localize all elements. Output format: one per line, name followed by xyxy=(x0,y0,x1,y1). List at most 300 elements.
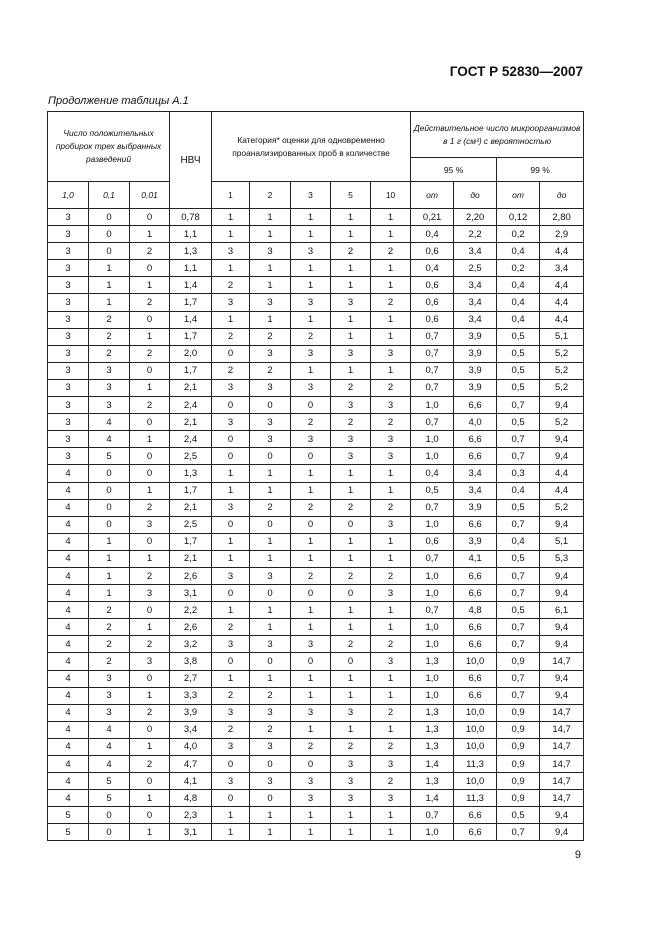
table-cell: 1,3 xyxy=(411,704,454,721)
table-cell: 5,1 xyxy=(540,533,584,550)
table-cell: 4 xyxy=(48,602,89,619)
table-cell: 1 xyxy=(371,807,411,824)
table-cell: 1 xyxy=(212,209,250,226)
table-cell: 3,9 xyxy=(454,533,497,550)
table-cell: 5,2 xyxy=(540,414,584,431)
table-cell: 1,7 xyxy=(170,328,212,345)
table-row xyxy=(48,379,584,396)
table-cell: 0,5 xyxy=(497,414,540,431)
table-cell: 0 xyxy=(212,516,250,533)
table-cell: 3 xyxy=(48,397,89,414)
table-cell: 5,2 xyxy=(540,362,584,379)
table-cell: 1 xyxy=(371,687,411,704)
table-cell: 1 xyxy=(212,807,250,824)
table-cell: 3 xyxy=(250,294,291,311)
table-cell: 6,6 xyxy=(454,824,497,841)
table-cell: 3 xyxy=(291,345,331,362)
header-positive-tubes: Число положительных пробирок трех выбранных разведений xyxy=(48,112,170,182)
table-cell: 2 xyxy=(130,704,170,721)
table-cell: 3 xyxy=(48,209,89,226)
table-cell: 2,5 xyxy=(170,448,212,465)
table-cell: 0,7 xyxy=(497,431,540,448)
table-cell: 1 xyxy=(89,585,130,602)
table-cell: 1 xyxy=(250,550,291,567)
table-cell: 3 xyxy=(250,636,291,653)
table-cell: 3 xyxy=(130,653,170,670)
table-row xyxy=(48,328,584,345)
table-cell: 2,4 xyxy=(170,397,212,414)
table-row xyxy=(48,533,584,550)
table-cell: 2 xyxy=(130,243,170,260)
header-category-1: 1 xyxy=(212,182,250,209)
table-cell: 1 xyxy=(331,602,371,619)
table-cell: 9,4 xyxy=(540,670,584,687)
table-cell: 2 xyxy=(371,704,411,721)
table-cell: 0 xyxy=(250,448,291,465)
table-cell: 1 xyxy=(250,260,291,277)
table-cell: 0,9 xyxy=(497,721,540,738)
table-cell: 2,6 xyxy=(170,567,212,584)
table-row xyxy=(48,362,584,379)
table-cell: 3 xyxy=(48,260,89,277)
table-cell: 2 xyxy=(250,687,291,704)
table-cell: 2,2 xyxy=(170,602,212,619)
table-cell: 2 xyxy=(371,499,411,516)
table-cell: 3 xyxy=(371,790,411,807)
table-cell: 2 xyxy=(130,294,170,311)
table-cell: 2 xyxy=(212,277,250,294)
table-cell: 3 xyxy=(89,670,130,687)
table-cell: 3 xyxy=(212,294,250,311)
table-cell: 1 xyxy=(291,482,331,499)
table-caption: Продолжение таблицы А.1 xyxy=(48,95,189,107)
table-cell: 1,0 xyxy=(411,516,454,533)
table-cell: 1,3 xyxy=(411,738,454,755)
table-cell: 6,6 xyxy=(454,619,497,636)
table-cell: 0,7 xyxy=(497,619,540,636)
table-cell: 3 xyxy=(331,704,371,721)
table-cell: 1 xyxy=(89,533,130,550)
table-cell: 4 xyxy=(89,738,130,755)
header-category: Категория* оценки для одновременно проанализированных проб в количестве xyxy=(212,112,411,182)
table-cell: 1,3 xyxy=(411,653,454,670)
table-cell: 10,0 xyxy=(454,773,497,790)
table-row xyxy=(48,226,584,243)
table-cell: 1,1 xyxy=(170,226,212,243)
table-cell: 1 xyxy=(250,209,291,226)
table-cell: 3,2 xyxy=(170,636,212,653)
header-dilution-3: 0,01 xyxy=(130,182,170,209)
table-cell: 1 xyxy=(212,226,250,243)
table-cell: 3 xyxy=(212,636,250,653)
table-row xyxy=(48,260,584,277)
header-dilution-2: 0,1 xyxy=(89,182,130,209)
table-cell: 0,6 xyxy=(411,294,454,311)
table-cell: 1 xyxy=(371,550,411,567)
table-cell: 1 xyxy=(89,567,130,584)
table-cell: 2,6 xyxy=(170,619,212,636)
table-cell: 2 xyxy=(130,636,170,653)
table-cell: 1 xyxy=(331,807,371,824)
table-cell: 3,4 xyxy=(454,294,497,311)
table-cell: 0,7 xyxy=(497,687,540,704)
table-cell: 0,5 xyxy=(411,482,454,499)
table-cell: 1 xyxy=(130,824,170,841)
table-cell: 1 xyxy=(291,687,331,704)
table-cell: 1 xyxy=(130,687,170,704)
table-cell: 3 xyxy=(48,362,89,379)
table-cell: 0 xyxy=(89,226,130,243)
table-row xyxy=(48,602,584,619)
table-cell: 1 xyxy=(291,721,331,738)
table-cell: 4,4 xyxy=(540,465,584,482)
table-cell: 2,9 xyxy=(540,226,584,243)
table-cell: 2,3 xyxy=(170,807,212,824)
table-cell: 3 xyxy=(48,431,89,448)
table-cell: 3 xyxy=(250,567,291,584)
header-to-95: до xyxy=(454,182,497,209)
table-cell: 14,7 xyxy=(540,653,584,670)
table-cell: 3 xyxy=(48,328,89,345)
table-cell: 1 xyxy=(130,379,170,396)
table-cell: 0,7 xyxy=(411,345,454,362)
table-cell: 6,1 xyxy=(540,602,584,619)
table-row xyxy=(48,516,584,533)
header-to-99: до xyxy=(540,182,584,209)
table-cell: 0,4 xyxy=(497,277,540,294)
table-cell: 2 xyxy=(89,636,130,653)
table-cell: 6,6 xyxy=(454,807,497,824)
document-code: ГОСТ Р 52830—2007 xyxy=(449,64,583,79)
table-cell: 2 xyxy=(331,499,371,516)
table-cell: 3 xyxy=(89,362,130,379)
table-cell: 0,21 xyxy=(411,209,454,226)
table-cell: 4 xyxy=(48,687,89,704)
table-cell: 0 xyxy=(130,465,170,482)
table-cell: 2 xyxy=(250,499,291,516)
table-cell: 0 xyxy=(130,448,170,465)
table-cell: 3,4 xyxy=(454,243,497,260)
table-cell: 9,4 xyxy=(540,824,584,841)
table-cell: 4,0 xyxy=(170,738,212,755)
table-cell: 2 xyxy=(89,602,130,619)
table-cell: 2 xyxy=(130,499,170,516)
table-cell: 14,7 xyxy=(540,790,584,807)
table-cell: 1 xyxy=(331,311,371,328)
table-cell: 1 xyxy=(212,670,250,687)
table-cell: 5 xyxy=(89,448,130,465)
table-cell: 1 xyxy=(250,465,291,482)
table-cell: 2 xyxy=(331,414,371,431)
table-row xyxy=(48,687,584,704)
table-cell: 2,4 xyxy=(170,431,212,448)
table-cell: 4 xyxy=(48,533,89,550)
table-cell: 0,7 xyxy=(497,397,540,414)
table-row xyxy=(48,585,584,602)
table-cell: 3 xyxy=(212,243,250,260)
table-cell: 10,0 xyxy=(454,721,497,738)
header-category-2: 2 xyxy=(250,182,291,209)
table-cell: 3 xyxy=(130,585,170,602)
table-cell: 3 xyxy=(48,379,89,396)
table-cell: 1 xyxy=(291,226,331,243)
table-cell: 0,6 xyxy=(411,277,454,294)
table-cell: 1 xyxy=(331,824,371,841)
table-cell: 4 xyxy=(48,465,89,482)
table-cell: 2 xyxy=(212,362,250,379)
table-cell: 0,78 xyxy=(170,209,212,226)
table-cell: 0,4 xyxy=(411,465,454,482)
table-cell: 3 xyxy=(89,687,130,704)
table-cell: 3 xyxy=(371,756,411,773)
table-cell: 3,4 xyxy=(170,721,212,738)
table-cell: 4,4 xyxy=(540,277,584,294)
table-cell: 3 xyxy=(250,379,291,396)
table-row xyxy=(48,807,584,824)
table-row xyxy=(48,482,584,499)
table-cell: 1 xyxy=(331,533,371,550)
table-cell: 3 xyxy=(291,379,331,396)
table-row xyxy=(48,448,584,465)
table-cell: 3 xyxy=(250,243,291,260)
page-number: 9 xyxy=(574,849,581,861)
table-cell: 1 xyxy=(212,260,250,277)
table-cell: 0,4 xyxy=(497,294,540,311)
table-cell: 1 xyxy=(371,721,411,738)
table-cell: 0,6 xyxy=(411,533,454,550)
table-cell: 1 xyxy=(291,807,331,824)
table-cell: 1 xyxy=(250,311,291,328)
table-cell: 0 xyxy=(89,807,130,824)
table-cell: 1 xyxy=(331,465,371,482)
table-cell: 0 xyxy=(89,209,130,226)
table-cell: 1 xyxy=(291,602,331,619)
header-nvch: НВЧ xyxy=(170,112,212,209)
table-cell: 2 xyxy=(250,721,291,738)
table-cell: 3 xyxy=(130,516,170,533)
table-cell: 4 xyxy=(48,773,89,790)
table-cell: 1 xyxy=(331,277,371,294)
table-cell: 3 xyxy=(48,448,89,465)
table-cell: 0 xyxy=(130,721,170,738)
table-cell: 2 xyxy=(331,379,371,396)
table-cell: 3 xyxy=(371,516,411,533)
table-cell: 3 xyxy=(331,294,371,311)
table-cell: 1 xyxy=(89,294,130,311)
table-row xyxy=(48,773,584,790)
table-cell: 10,0 xyxy=(454,653,497,670)
table-cell: 2 xyxy=(371,379,411,396)
table-cell: 1 xyxy=(331,260,371,277)
table-cell: 1 xyxy=(212,602,250,619)
table-cell: 3,4 xyxy=(454,311,497,328)
header-actual-count: Действительное число микроорганизмов в 1 г (см³) с вероятностью xyxy=(411,112,584,158)
table-cell: 3,3 xyxy=(170,687,212,704)
table-cell: 6,6 xyxy=(454,397,497,414)
table-cell: 1 xyxy=(331,619,371,636)
table-cell: 2 xyxy=(130,567,170,584)
table-cell: 0 xyxy=(212,431,250,448)
table-cell: 3 xyxy=(291,704,331,721)
table-cell: 5 xyxy=(48,807,89,824)
table-cell: 4 xyxy=(48,482,89,499)
table-cell: 14,7 xyxy=(540,704,584,721)
table-cell: 0 xyxy=(130,533,170,550)
table-cell: 3,4 xyxy=(454,465,497,482)
table-cell: 0,7 xyxy=(411,414,454,431)
table-cell: 3 xyxy=(212,499,250,516)
table-cell: 1,0 xyxy=(411,670,454,687)
table-row xyxy=(48,499,584,516)
table-cell: 3 xyxy=(89,379,130,396)
table-cell: 0,12 xyxy=(497,209,540,226)
table-cell: 2 xyxy=(130,756,170,773)
table-cell: 1,0 xyxy=(411,448,454,465)
table-cell: 1 xyxy=(250,602,291,619)
table-cell: 4 xyxy=(48,585,89,602)
table-cell: 9,4 xyxy=(540,431,584,448)
table-cell: 1,7 xyxy=(170,362,212,379)
table-cell: 2 xyxy=(89,328,130,345)
table-cell: 10,0 xyxy=(454,738,497,755)
table-cell: 1 xyxy=(371,670,411,687)
table-cell: 6,6 xyxy=(454,636,497,653)
table-cell: 3 xyxy=(371,397,411,414)
header-prob-99: 99 % xyxy=(497,158,584,182)
table-cell: 0,5 xyxy=(497,362,540,379)
table-cell: 2 xyxy=(371,243,411,260)
table-row xyxy=(48,653,584,670)
table-cell: 1 xyxy=(331,482,371,499)
table-cell: 5 xyxy=(89,790,130,807)
table-cell: 1 xyxy=(130,226,170,243)
table-cell: 4 xyxy=(48,756,89,773)
table-cell: 2,80 xyxy=(540,209,584,226)
table-cell: 4 xyxy=(89,721,130,738)
table-cell: 1 xyxy=(371,311,411,328)
table-cell: 4,4 xyxy=(540,482,584,499)
table-cell: 2,2 xyxy=(454,226,497,243)
table-cell: 6,6 xyxy=(454,431,497,448)
header-category-5: 5 xyxy=(331,182,371,209)
table-cell: 9,4 xyxy=(540,585,584,602)
table-cell: 4,4 xyxy=(540,311,584,328)
table-cell: 0,7 xyxy=(411,602,454,619)
table-row xyxy=(48,209,584,226)
table-cell: 3,9 xyxy=(454,499,497,516)
table-row xyxy=(48,311,584,328)
table-cell: 0,9 xyxy=(497,738,540,755)
table-cell: 0,5 xyxy=(497,379,540,396)
table-cell: 1,0 xyxy=(411,619,454,636)
table-cell: 0,5 xyxy=(497,499,540,516)
table-cell: 9,4 xyxy=(540,687,584,704)
table-cell: 2 xyxy=(89,653,130,670)
table-cell: 0,5 xyxy=(497,328,540,345)
table-cell: 0 xyxy=(212,585,250,602)
table-cell: 3 xyxy=(250,738,291,755)
table-cell: 0 xyxy=(89,482,130,499)
table-cell: 2,5 xyxy=(170,516,212,533)
table-cell: 3,9 xyxy=(454,328,497,345)
table-cell: 1 xyxy=(130,790,170,807)
table-cell: 1 xyxy=(250,807,291,824)
table-cell: 0,7 xyxy=(497,636,540,653)
table-cell: 2 xyxy=(291,738,331,755)
table-cell: 1 xyxy=(212,533,250,550)
table-cell: 0 xyxy=(291,516,331,533)
table-cell: 1 xyxy=(371,533,411,550)
table-cell: 2,0 xyxy=(170,345,212,362)
table-cell: 1,0 xyxy=(411,636,454,653)
table-cell: 0 xyxy=(250,653,291,670)
table-cell: 0 xyxy=(130,414,170,431)
table-cell: 4,0 xyxy=(454,414,497,431)
table-cell: 0,9 xyxy=(497,773,540,790)
table-cell: 1 xyxy=(250,277,291,294)
table-cell: 3,1 xyxy=(170,585,212,602)
table-cell: 0 xyxy=(130,773,170,790)
table-cell: 2,7 xyxy=(170,670,212,687)
table-cell: 1 xyxy=(250,482,291,499)
table-cell: 4,1 xyxy=(170,773,212,790)
table-cell: 1 xyxy=(291,311,331,328)
table-cell: 5,2 xyxy=(540,379,584,396)
table-cell: 3 xyxy=(212,773,250,790)
table-cell: 0 xyxy=(212,790,250,807)
table-cell: 1,3 xyxy=(170,243,212,260)
table-cell: 0,3 xyxy=(497,465,540,482)
table-cell: 4 xyxy=(89,431,130,448)
table-cell: 0,4 xyxy=(411,260,454,277)
table-cell: 2 xyxy=(371,773,411,790)
table-cell: 4,1 xyxy=(454,550,497,567)
table-cell: 3 xyxy=(291,243,331,260)
table-row xyxy=(48,738,584,755)
table-cell: 4 xyxy=(48,738,89,755)
table-cell: 3 xyxy=(291,790,331,807)
table-cell: 1 xyxy=(371,209,411,226)
table-cell: 0,4 xyxy=(497,482,540,499)
table-cell: 0,7 xyxy=(411,807,454,824)
table-cell: 0,7 xyxy=(497,567,540,584)
table-cell: 0 xyxy=(331,516,371,533)
table-cell: 0,9 xyxy=(497,653,540,670)
table-cell: 3 xyxy=(371,585,411,602)
table-cell: 2 xyxy=(212,687,250,704)
table-cell: 1 xyxy=(291,260,331,277)
table-cell: 2,1 xyxy=(170,499,212,516)
table-cell: 0 xyxy=(89,243,130,260)
table-cell: 1 xyxy=(371,226,411,243)
table-cell: 3 xyxy=(331,345,371,362)
table-row xyxy=(48,550,584,567)
table-cell: 4 xyxy=(48,567,89,584)
table-cell: 0 xyxy=(212,345,250,362)
table-cell: 1 xyxy=(291,670,331,687)
table-cell: 0 xyxy=(291,756,331,773)
table-cell: 14,7 xyxy=(540,738,584,755)
table-cell: 0,5 xyxy=(497,345,540,362)
table-cell: 2 xyxy=(291,499,331,516)
table-cell: 14,7 xyxy=(540,773,584,790)
table-cell: 1 xyxy=(331,209,371,226)
table-cell: 1 xyxy=(291,533,331,550)
table-cell: 3 xyxy=(48,294,89,311)
table-cell: 2,1 xyxy=(170,550,212,567)
table-cell: 1 xyxy=(250,670,291,687)
table-cell: 1 xyxy=(371,260,411,277)
